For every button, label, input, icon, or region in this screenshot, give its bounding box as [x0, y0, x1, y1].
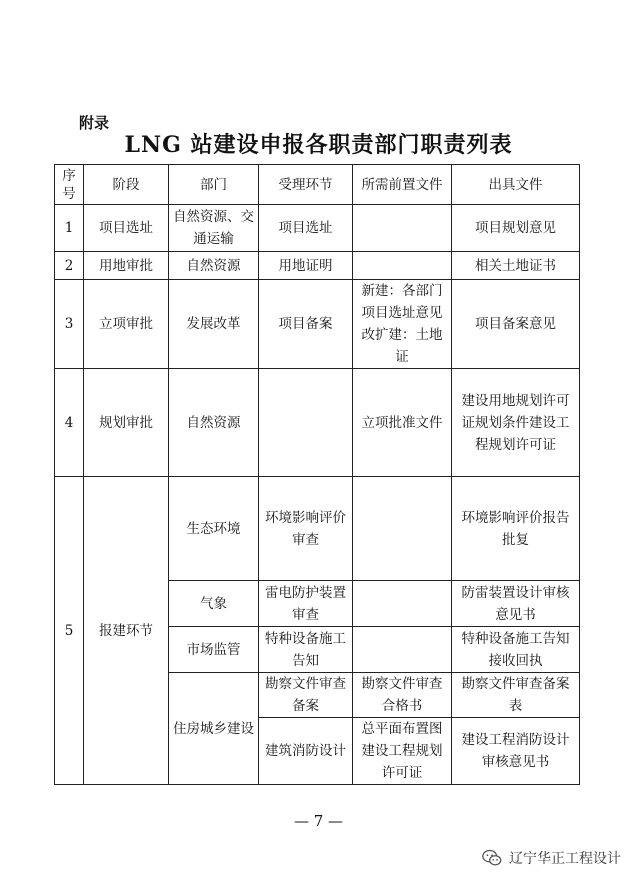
cell-prerequisites: 总平面布置图建设工程规划许可证 — [353, 718, 452, 785]
cell-department: 自然资源、交通运输 — [169, 205, 259, 252]
table-row — [55, 252, 580, 280]
cell-index: 2 — [55, 252, 84, 280]
cell-prerequisites — [353, 627, 452, 673]
cell-department: 生态环境 — [169, 477, 259, 581]
cell-prerequisites: 立项批准文件 — [353, 369, 452, 477]
cell-prerequisites: 新建：各部门项目选址意见改扩建：土地证 — [353, 280, 452, 369]
header-link: 受理环节 — [259, 165, 353, 205]
cell-department: 发展改革 — [169, 280, 259, 369]
page-title: LNG 站建设申报各职责部门职责列表 — [124, 132, 513, 158]
cell-prerequisites — [353, 252, 452, 280]
wechat-icon — [481, 847, 503, 869]
cell-output: 建设工程消防设计审核意见书 — [452, 718, 580, 785]
header-prerequisites: 所需前置文件 — [353, 165, 452, 205]
cell-department: 住房城乡建设 — [169, 673, 259, 785]
table-row — [55, 280, 580, 369]
cell-link: 特种设备施工告知 — [259, 627, 353, 673]
table-row — [55, 477, 580, 581]
cell-link: 雷电防护装置审查 — [259, 581, 353, 627]
cell-link: 项目备案 — [259, 280, 353, 369]
cell-index: 3 — [55, 280, 84, 369]
cell-output: 建设用地规划许可证规划条件建设工程规划许可证 — [452, 369, 580, 477]
cell-link: 项目选址 — [259, 205, 353, 252]
page-number: — 7 — — [293, 812, 344, 830]
cell-index: 5 — [55, 477, 84, 785]
cell-output: 环境影响评价报告批复 — [452, 477, 580, 581]
table-row — [55, 369, 580, 477]
header-department: 部门 — [169, 165, 259, 205]
cell-output: 相关土地证书 — [452, 252, 580, 280]
cell-link — [259, 369, 353, 477]
cell-department: 气象 — [169, 581, 259, 627]
cell-stage: 用地审批 — [84, 252, 169, 280]
cell-prerequisites: 勘察文件审查合格书 — [353, 673, 452, 718]
cell-link: 环境影响评价审查 — [259, 477, 353, 581]
cell-link: 建筑消防设计 — [259, 718, 353, 785]
cell-link: 勘察文件审查备案 — [259, 673, 353, 718]
cell-prerequisites — [353, 581, 452, 627]
cell-stage: 报建环节 — [84, 477, 169, 785]
cell-stage: 规划审批 — [84, 369, 169, 477]
cell-output: 项目规划意见 — [452, 205, 580, 252]
cell-department: 市场监管 — [169, 627, 259, 673]
footer-brand-text: 辽宁华正工程设计 — [509, 850, 621, 866]
cell-link: 用地证明 — [259, 252, 353, 280]
appendix-label: 附录 — [79, 114, 110, 132]
cell-stage: 立项审批 — [84, 280, 169, 369]
cell-index: 4 — [55, 369, 84, 477]
cell-stage: 项目选址 — [84, 205, 169, 252]
cell-prerequisites — [353, 205, 452, 252]
responsibility-table — [54, 164, 580, 785]
cell-department: 自然资源 — [169, 252, 259, 280]
header-stage: 阶段 — [84, 165, 169, 205]
cell-prerequisites — [353, 477, 452, 581]
footer-watermark — [481, 847, 621, 869]
header-index: 序号 — [55, 165, 84, 205]
cell-department: 自然资源 — [169, 369, 259, 477]
cell-output: 防雷装置设计审核意见书 — [452, 581, 580, 627]
header-output: 出具文件 — [452, 165, 580, 205]
cell-index: 1 — [55, 205, 84, 252]
cell-output: 项目备案意见 — [452, 280, 580, 369]
table-header-row — [55, 165, 580, 205]
table-row — [55, 205, 580, 252]
cell-output: 特种设备施工告知接收回执 — [452, 627, 580, 673]
cell-output: 勘察文件审查备案表 — [452, 673, 580, 718]
